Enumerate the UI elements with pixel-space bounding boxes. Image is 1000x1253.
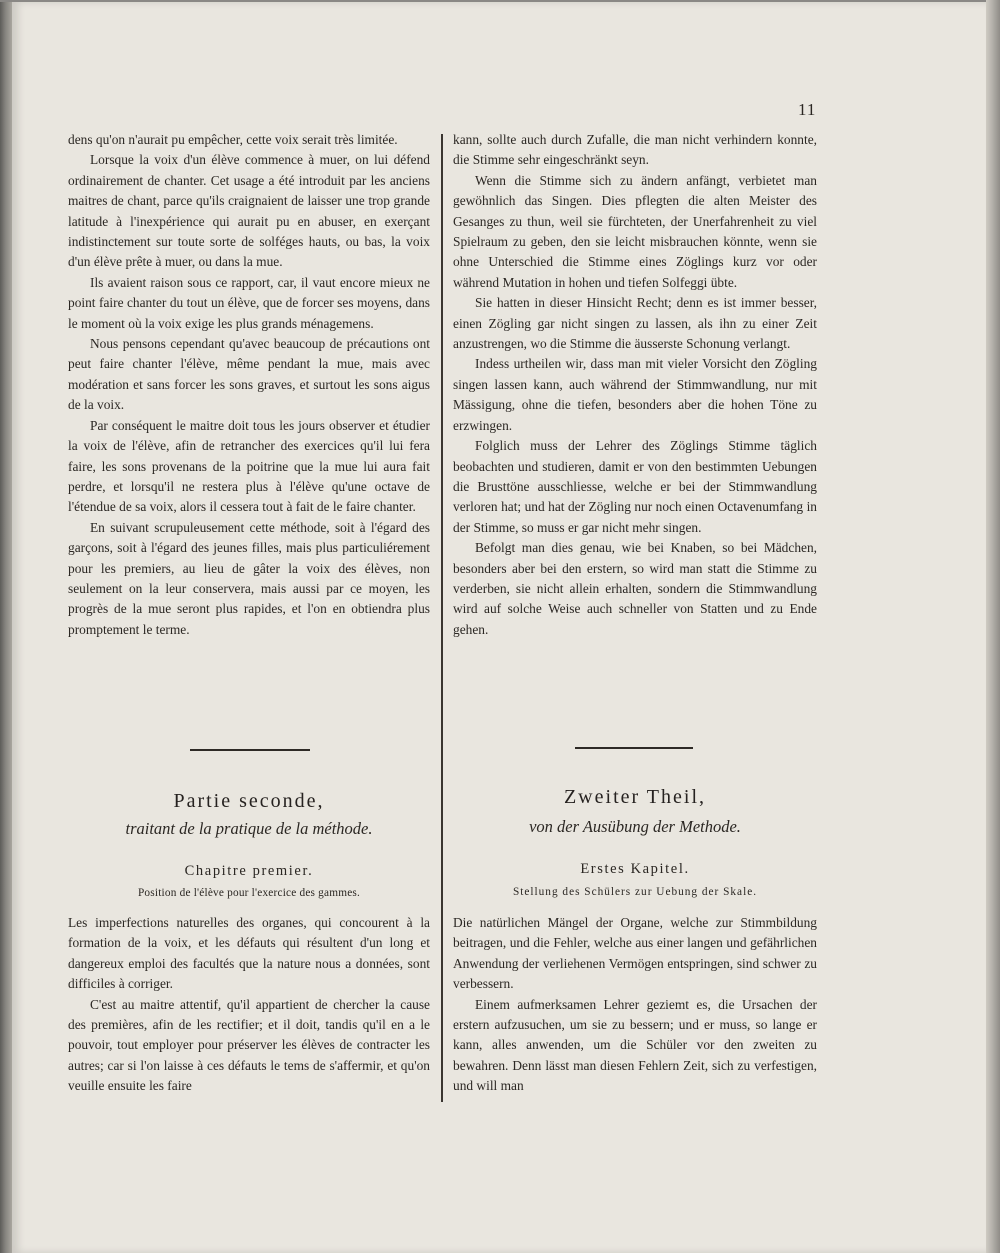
part-title-german: Zweiter Theil,: [563, 786, 707, 808]
german-paragraph: Sie hatten in dieser Hinsicht Recht; denn es ist immer besser, einen Zögling gar nicht singen zu lassen, als ihn zu einer Zeit anzustrengen, wo die Stimme die äusserste Schonung verlangt.: [453, 295, 817, 352]
page-binding-edge: [0, 2, 12, 1253]
part-title-french: Partie seconde,: [173, 790, 325, 812]
german-paragraph: Folglich muss der Lehrer des Zöglings Stimme täglich beobachten und studieren, damit er von den bestimmten Uebungen die Brusttöne ausschliesse, welche er bei der Stimmwandlung verloren hat; und hat der Zögling nur noch einen Octavenumfang in der Stimme, so muss er gar nicht mehr singen.: [453, 438, 817, 535]
german-paragraph: Indess urtheilen wir, dass man mit vieler Vorsicht den Zögling singen lassen kann, auch während der Stimmwandlung, nur mit Mässigung, ohne die tiefen, besonders aber die hohen Töne zu erzwingen.: [453, 356, 817, 433]
chapter-subtitle-german: Stellung des Schülers zur Uebung der Skale.: [512, 886, 758, 898]
german-paragraph: Befolgt man dies genau, wie bei Knaben, so bei Mädchen, besonders aber bei den erstern, so wird man statt die Stimme zu verderben, sie nicht allein erhalten, sondern die Stimmwandlung wird auf solche Weise auch schneller von Statten und zu Ende gehen.: [453, 540, 817, 637]
french-paragraph: Par conséquent le maitre doit tous les jours observer et étudier la voix de l'élève, afin de retrancher des exercices qu'il lui fera faire, les sons provenans de la poitrine que la mue lui aura fait perdre, et lorsqu'il ne restera plus à l'élève qu'une octave de l'étendue de sa voix, alors il cessera tout à fait de le faire chanter.: [68, 417, 430, 515]
german-column: [453, 130, 817, 640]
french-paragraph: Ils avaient raison sous ce rapport, car, il vaut encore mieux ne point faire chanter du tout un élève, que de forcer ses moyens, dans le moment où la voix exige les plus grands ménagemens.: [68, 274, 430, 331]
german-chapter-text: [453, 913, 817, 1097]
chapter-subtitle-french: Position de l'élève pour l'exercice des gammes.: [137, 887, 361, 899]
page-number: 11: [798, 100, 817, 119]
part-subtitle-french: traitant de la pratique de la méthode.: [125, 819, 373, 838]
french-paragraph: Nous pensons cependant qu'avec beaucoup de précautions ont peut faire chanter l'élève, même pendant la mue, mais avec modération et sans forcer les sons graves, et surtout les sons aigus de la voix.: [68, 336, 430, 413]
column-divider: [441, 134, 443, 1102]
french-column: [68, 130, 430, 640]
french-paragraph: Lorsque la voix d'un élève commence à muer, on lui défend ordinairement de chanter. Cet usage a été introduit par les anciens maitres de chant, parce qu'ils craignaient de laisser une trop grande latitude à l'inexpérience qui aurait pu en abuser, en exerçant indistinctement sur toute sorte de solféges hauts, ou bas, la voix d'un élève prête à muer, ou dans la mue.: [68, 152, 430, 270]
section-rule-french: [190, 749, 310, 751]
french-chapter-paragraph: C'est au maitre attentif, qu'il appartient de chercher la cause des premières, afin de les rectifier; et il doit, tandis qu'il en a le pouvoir, tout employer pour préserver les élèves de contracter les autres; car si l'on laisse à ces défauts le tems de s'affermir, et qu'on veuille ensuite les faire: [68, 996, 430, 1094]
chapter-title-french: Chapitre premier.: [184, 863, 314, 879]
right-page-edge: [986, 0, 1000, 1253]
french-paragraph: En suivant scrupuleusement cette méthode, soit à l'égard des garçons, soit à l'égard des jeunes filles, mais plus particuliérement pour les premiers, au lieu de gâter la voix des élèves, non seulement on la leur conservera, mais aussi par ce moyen, les progrès de la mue seront plus rapides, et l'on en obtiendra plus promptement le terme.: [68, 519, 430, 637]
german-paragraph: kann, sollte auch durch Zufalle, die man nicht verhindern konnte, die Stimme sehr eingeschränkt seyn.: [453, 132, 817, 168]
french-chapter-paragraph: Les imperfections naturelles des organes, qui concourent à la formation de la voix, et les défauts qui résultent d'un long et dangereux emploi des facultés que la nature nous a données, sont difficiles à corriger.: [68, 915, 430, 992]
german-chapter-paragraph: Die natürlichen Mängel der Organe, welche zur Stimmbildung beitragen, und die Fehler, welche aus einer langen und gefährlichen Anwendung der verliehenen Vermögen entspringen, sind schwer zu verbessern.: [453, 915, 817, 992]
german-paragraph: Wenn die Stimme sich zu ändern anfängt, verbietet man gewöhnlich das Singen. Dies pflegten die alten Meister des Gesanges zu thun, weil sie fürchteten, der Unerfahrenheit zu viel Spielraum zu geben, den sie leicht misbrauchen könnte, wenn sie ohne Unterschied die Stimme eines Zöglings kurz vor oder während Mutation in hohen und tiefen Solfeggi übte.: [453, 172, 817, 290]
german-chapter-paragraph: Einem aufmerksamen Lehrer geziemt es, die Ursachen der erstern aufzusuchen, um sie zu bessern; und er muss, so lange er kann, alles anwenden, um die Schüler vor den zweiten zu bewahren. Denn lässt man diesen Fehlern Zeit, sich zu verfestigen, und will man: [453, 996, 817, 1094]
chapter-title-german: Erstes Kapitel.: [580, 861, 690, 877]
part-subtitle-german: von der Ausübung der Methode.: [529, 817, 741, 836]
french-paragraph: dens qu'on n'aurait pu empêcher, cette voix serait très limitée.: [68, 132, 398, 147]
french-chapter-text: [68, 913, 430, 1097]
section-rule-german: [575, 747, 693, 749]
